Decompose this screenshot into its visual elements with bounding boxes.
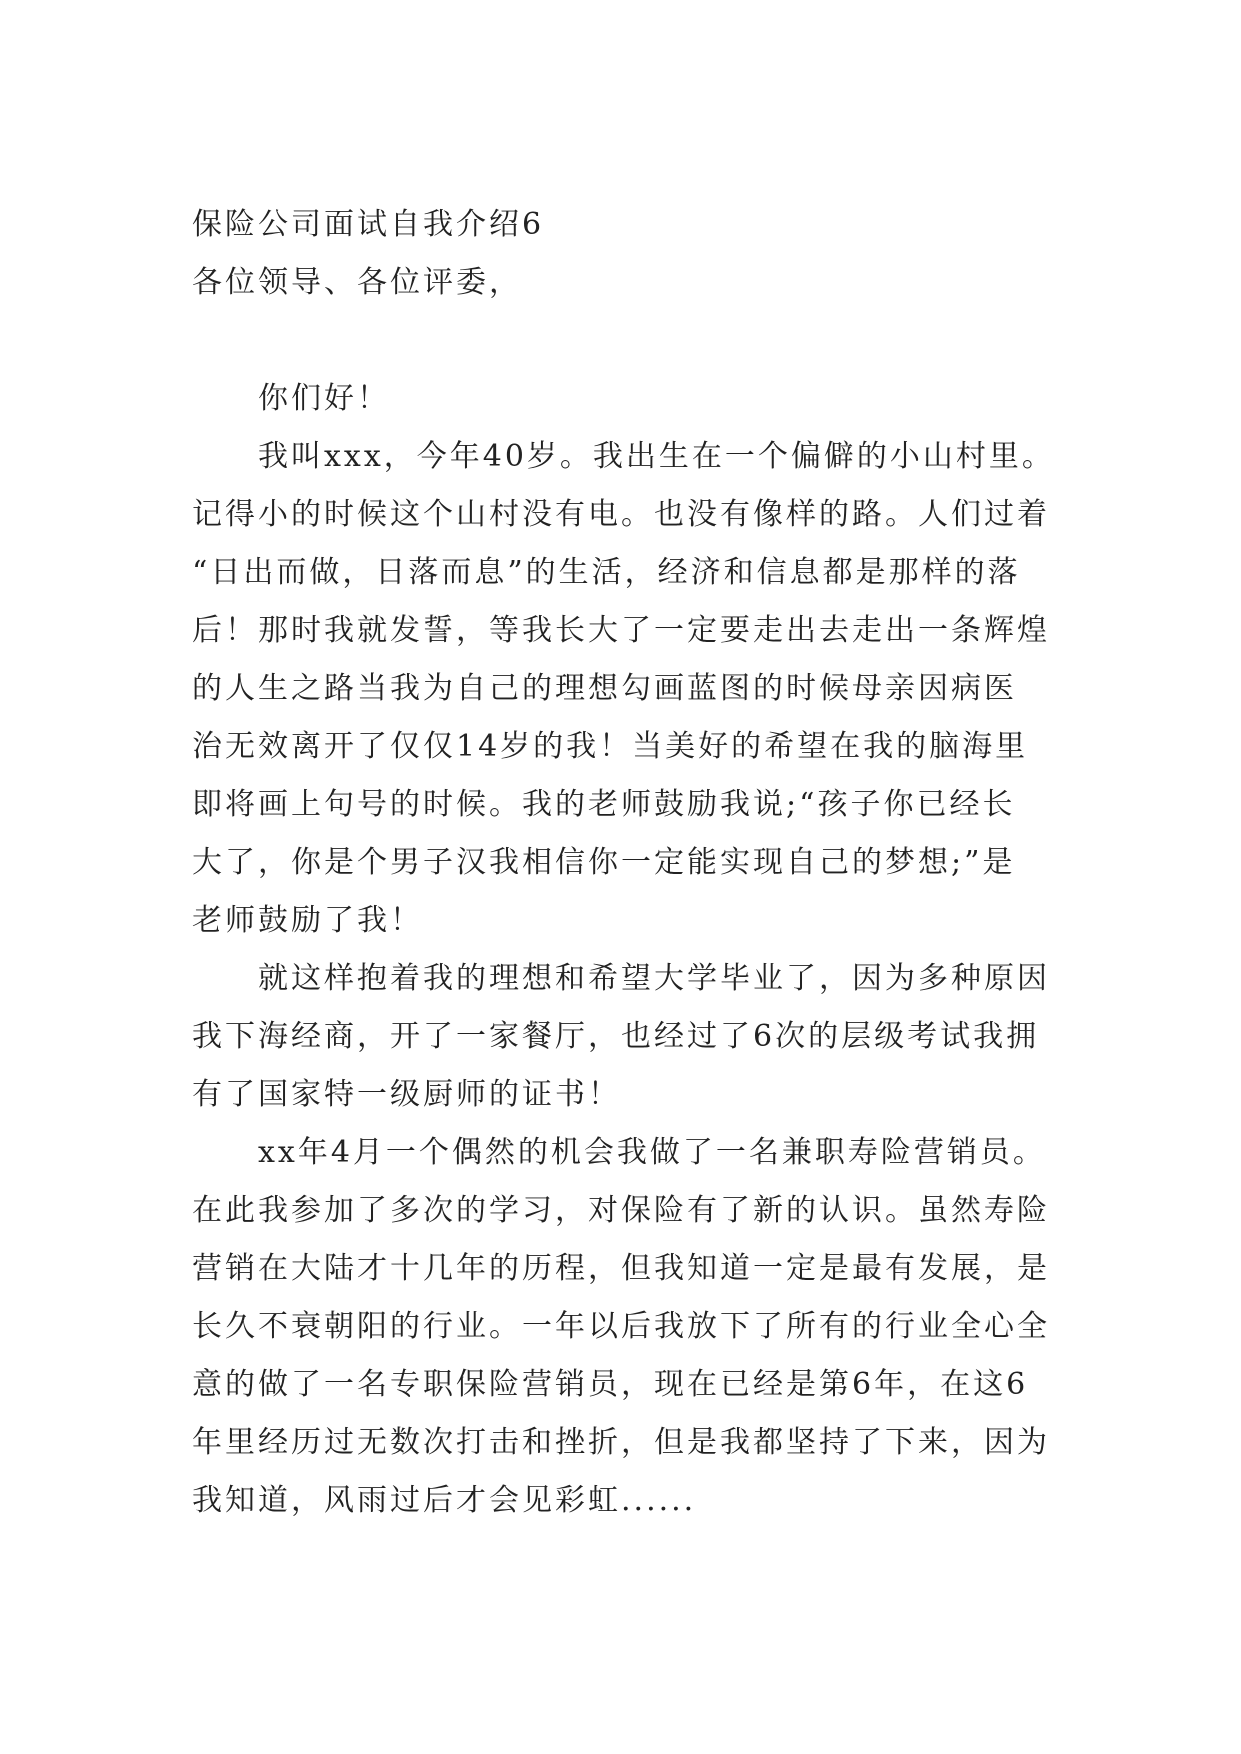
document-body <box>192 196 1072 1530</box>
paragraph-line: 大了，你是个男子汉我相信你一定能实现自己的梦想;”是 <box>192 845 1016 880</box>
paragraph-1 <box>192 428 1072 950</box>
paragraph-line: “日出而做，日落而息”的生活，经济和信息都是那样的落 <box>192 555 1021 590</box>
paragraph-line: 有了国家特一级厨师的证书！ <box>192 1077 621 1112</box>
salutation: 各位领导、各位评委， <box>192 265 522 300</box>
paragraph-line: 即将画上句号的时候。我的老师鼓励我说;“孩子你已经长 <box>192 787 1016 822</box>
paragraph-line: 我下海经商，开了一家餐厅，也经过了6次的层级考试我拥 <box>192 1019 1040 1054</box>
paragraph-line: 我叫xxx，今年40岁。我出生在一个偏僻的小山村里。 <box>258 439 1055 474</box>
paragraph-2 <box>192 950 1072 1124</box>
document-title: 保险公司面试自我介绍6 <box>192 207 545 242</box>
paragraph-line: 治无效离开了仅仅14岁的我！当美好的希望在我的脑海里 <box>192 729 1029 764</box>
paragraph-line: 后！那时我就发誓，等我长大了一定要走出去走出一条辉煌 <box>192 613 1050 648</box>
paragraph-line: 我知道，风雨过后才会见彩虹...... <box>192 1483 697 1518</box>
paragraph-line: 意的做了一名专职保险营销员，现在已经是第6年，在这6 <box>192 1367 1029 1402</box>
paragraph-line: 营销在大陆才十几年的历程，但我知道一定是最有发展，是 <box>192 1251 1050 1286</box>
paragraph-line: 记得小的时候这个山村没有电。也没有像样的路。人们过着 <box>192 497 1050 532</box>
paragraph-line: xx年4月一个偶然的机会我做了一名兼职寿险营销员。 <box>258 1135 1046 1170</box>
paragraph-line: 长久不衰朝阳的行业。一年以后我放下了所有的行业全心全 <box>192 1309 1050 1344</box>
greeting: 你们好！ <box>258 381 390 416</box>
paragraph-line: 就这样抱着我的理想和希望大学毕业了，因为多种原因 <box>258 961 1050 996</box>
paragraph-3 <box>192 1124 1072 1530</box>
blank-line <box>192 312 1072 370</box>
paragraph-line: 老师鼓励了我！ <box>192 903 423 938</box>
paragraph-line: 的人生之路当我为自己的理想勾画蓝图的时候母亲因病医 <box>192 671 1017 706</box>
paragraph-line: 年里经历过无数次打击和挫折，但是我都坚持了下来，因为 <box>192 1425 1050 1460</box>
paragraph-line: 在此我参加了多次的学习，对保险有了新的认识。虽然寿险 <box>192 1193 1050 1228</box>
